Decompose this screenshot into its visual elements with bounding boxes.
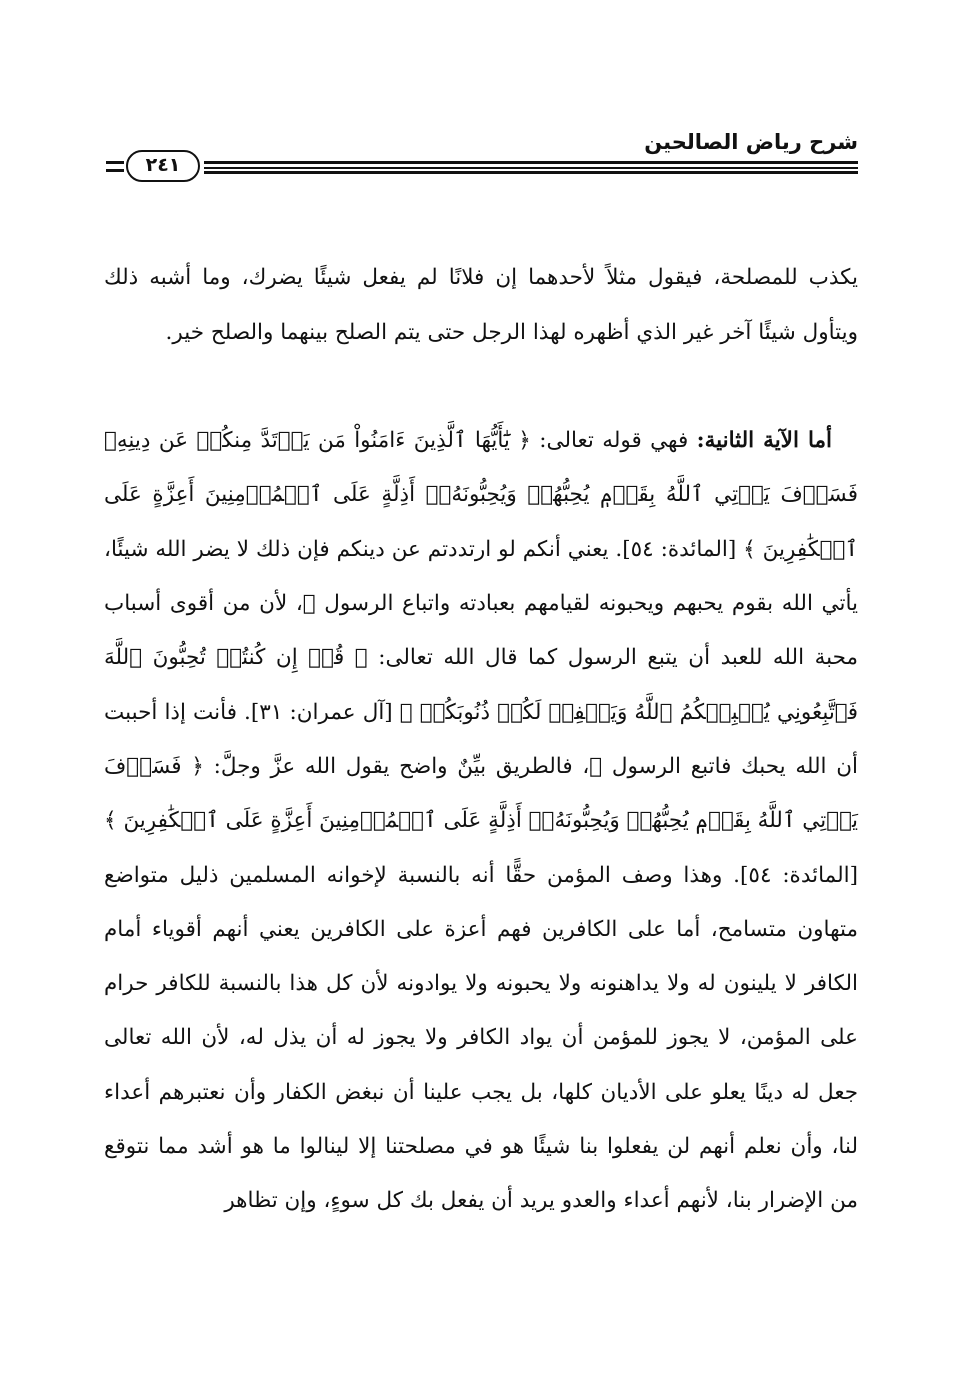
header-rule — [204, 167, 858, 169]
paragraph — [104, 414, 858, 1228]
paragraph-lead: أما الآية الثانية: — [696, 428, 832, 454]
page-number-ornament — [106, 161, 124, 164]
header-rule — [204, 171, 858, 174]
paragraph-text: فهي قوله تعالى: ﴿ يَٰٓأَيُّهَا ٱلَّذِينَ ءَامَنُواْ مَن يَرۡتَدَّ مِنكُمۡ عَن دِينِهِۦ فَسَوۡفَ يَأۡتِي ٱللَّهُ بِقَوۡمٖ يُحِبُّهُمۡ وَيُحِبُّونَهُۥٓ أَذِلَّةٍ عَلَى ٱلۡمُؤۡمِنِينَ أَعِزَّةٍ عَلَى ٱلۡكَٰفِرِينَ ﴾ [المائدة: ٥٤]. يعني أنكم لو ارتددتم عن دينكم فإن ذلك لا يضر الله شيئًا، يأتي الله بقوم يحبهم ويحبونه لقيامهم بعبادته واتباع الرسول ﷺ، لأن من أقوى أسباب محبة الله للعبد أن يتبع الرسول كما قال الله تعالى: ﴿ قُلۡ إِن كُنتُمۡ تُحِبُّونَ ٱللَّهَ فَٱتَّبِعُونِي يُحۡبِبۡكُمُ ٱللَّهُ وَيَغۡفِرۡ لَكُمۡ ذُنُوبَكُمۡ ﴾ [آل عمران: ٣١]. فأنت إذا أحببت أن الله يحبك فاتبع الرسول ﷺ، فالطريق بيِّنٌ واضح يقول الله عزَّ وجلَّ: ﴿ فَسَوۡفَ يَأۡتِي ٱللَّهُ بِقَوۡمٖ يُحِبُّهُمۡ وَيُحِبُّونَهُۥٓ أَذِلَّةٍ عَلَى ٱلۡمُؤۡمِنِينَ أَعِزَّةٍ عَلَى ٱلۡكَٰفِرِينَ ﴾ [المائدة: ٥٤]. وهذا وصف المؤمن حقًّا أنه بالنسبة لإخوانه المسلمين ذليل متواضع متهاون متسامح، أما على الكافرين فهم أعزة على الكافرين يعني أنهم أقوياء أمام الكافر لا يلينون له ولا يداهنونه ولا يحبونه ولا يوادونه لأن كل هذا بالنسبة للكافر حرام على المؤمن، لا يجوز للمؤمن أن يواد الكافر ولا يجوز له أن يذل له، لأن الله تعالى جعل له دينًا يعلو على الأديان كلها، بل يجب علينا أن نبغض الكفار وأن نعتبرهم أعداء لنا، وأن نعلم أنهم لن يفعلوا بنا شيئًا هو في مصلحتنا إلا لينالوا ما هو أشد مما نتوقع من الإضرار بنا، لأنهم أعداء والعدو يريد أن يفعل بك كل سوءٍ، وإن تظاهر — [104, 428, 858, 1214]
book-title: شرح رياض الصالحين — [644, 130, 858, 154]
page-number-ornament — [106, 169, 124, 172]
page-header — [104, 128, 858, 184]
paragraph-text: يكذب للمصلحة، فيقول مثلاً لأحدهما إن فلانًا لم يفعل شيئًا يضرك، وما أشبه ذلك ويتأول شيئًا آخر غير الذي أظهره لهذا الرجل حتى يتم الصلح بينهما والصلح خير. — [104, 265, 858, 345]
paragraph — [104, 251, 858, 360]
page-number: ٢٤١ — [126, 150, 200, 182]
page-body — [104, 197, 858, 1283]
header-rule — [204, 161, 858, 164]
